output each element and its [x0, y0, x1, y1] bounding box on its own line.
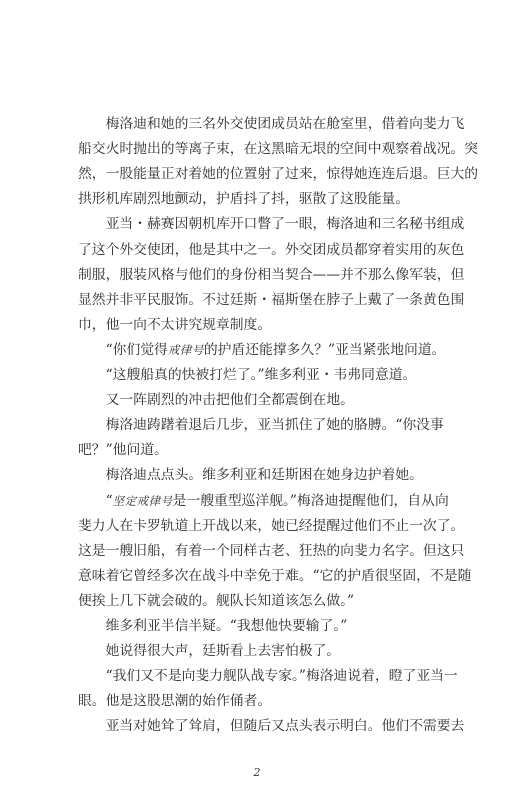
text-run: “这艘船真的快被打烂了。”维多利亚・韦弗同意道。 — [78, 367, 417, 383]
text-run: “ — [78, 492, 113, 509]
text-line — [78, 642, 440, 660]
text-line — [78, 492, 449, 510]
text-run: 制服，服装风格与他们的身份相当契合——并不那么像军装，但 — [78, 266, 465, 283]
page-number: 2 — [253, 766, 261, 779]
text-run: 是一艘重型巡洋舰。”梅洛迪提醒他们，自从向 — [172, 492, 449, 509]
text-run: “你们觉得 — [78, 341, 168, 358]
text-line — [78, 667, 458, 685]
text-run: 吧？”他问道。 — [78, 442, 168, 459]
text-line — [78, 366, 440, 384]
text-run: 巾，他一向不太讲究规章制度。 — [78, 316, 272, 333]
text-line — [78, 466, 440, 484]
text-line — [78, 692, 440, 710]
ship-name-italic: 戒律号 — [167, 342, 204, 357]
text-run: 斐力人在卡罗轨道上开战以来，她已经提醒过他们不止一次了。 — [78, 517, 465, 534]
text-run: 这是一艘旧船，有着一个同样古老、狂热的向斐力名字。但这只 — [78, 542, 465, 559]
text-run: 意味着它曾经多次在战斗中幸免于难。“它的护盾很坚固，不是随 — [78, 567, 472, 584]
text-line — [78, 291, 465, 309]
text-line — [78, 391, 440, 409]
text-run: 她说得很大声，廷斯看上去害怕极了。 — [78, 643, 341, 660]
text-run: 便挨上几下就会破的。舰队长知道该怎么做。” — [78, 592, 355, 609]
text-run: 了这个外交使团，他是其中之一。外交团成员都穿着实用的灰色 — [78, 241, 465, 258]
text-run: 船交火时抛出的等离子束，在这黑暗无垠的空间中观察着战况。突 — [78, 141, 479, 158]
text-line — [78, 140, 479, 158]
text-run: 显然并非平民服饰。不过廷斯・福斯堡在脖子上戴了一条黄色围 — [78, 291, 465, 308]
text-run: 亚当・赫赛因朝机库开口瞥了一眼，梅洛迪和三名秘书组成 — [78, 216, 465, 233]
text-line — [78, 416, 444, 434]
text-line — [78, 717, 465, 735]
text-line — [78, 241, 465, 259]
text-line — [78, 266, 465, 284]
ship-name-italic: 坚定戒律号 — [112, 493, 173, 508]
text-line — [78, 517, 465, 535]
text-line — [78, 567, 472, 585]
text-run: 梅洛迪点点头。维多利亚和廷斯困在她身边护着她。 — [78, 467, 423, 484]
text-run: 梅洛迪和她的三名外交使团成员站在舱室里，借着向斐力飞 — [78, 116, 465, 132]
text-line — [78, 441, 440, 459]
text-line — [78, 316, 440, 334]
text-line — [78, 617, 440, 635]
text-line — [78, 115, 465, 133]
text-run: 亚当对她耸了耸肩，但随后又点头表示明白。他们不需要去 — [78, 718, 465, 735]
text-line — [78, 190, 440, 208]
text-line — [78, 165, 479, 183]
text-run: 拱形机库剧烈地颤动，护盾抖了抖，驱散了这股能量。 — [78, 191, 410, 208]
text-line — [78, 592, 440, 610]
text-run: 眼。他是这股思潮的始作俑者。 — [78, 693, 272, 710]
text-line — [78, 542, 465, 560]
text-run: 梅洛迪踌躇着退后几步，亚当抓住了她的胳膊。“你没事 — [78, 417, 444, 434]
text-line — [78, 341, 446, 359]
text-run: 维多利亚半信半疑。“我想他快要输了。” — [78, 618, 348, 634]
text-run: 又一阵剧烈的冲击把他们全都震倒在地。 — [78, 392, 354, 409]
text-line — [78, 215, 465, 233]
text-run: “我们又不是向斐力舰队战专家。”梅洛迪说着，瞪了亚当一 — [78, 668, 458, 685]
text-run: 然，一股能量正对着她的位置射了过来，惊得她连连后退。巨大的 — [78, 166, 479, 183]
text-run: 的护盾还能撑多久？”亚当紧张地问道。 — [203, 341, 446, 358]
